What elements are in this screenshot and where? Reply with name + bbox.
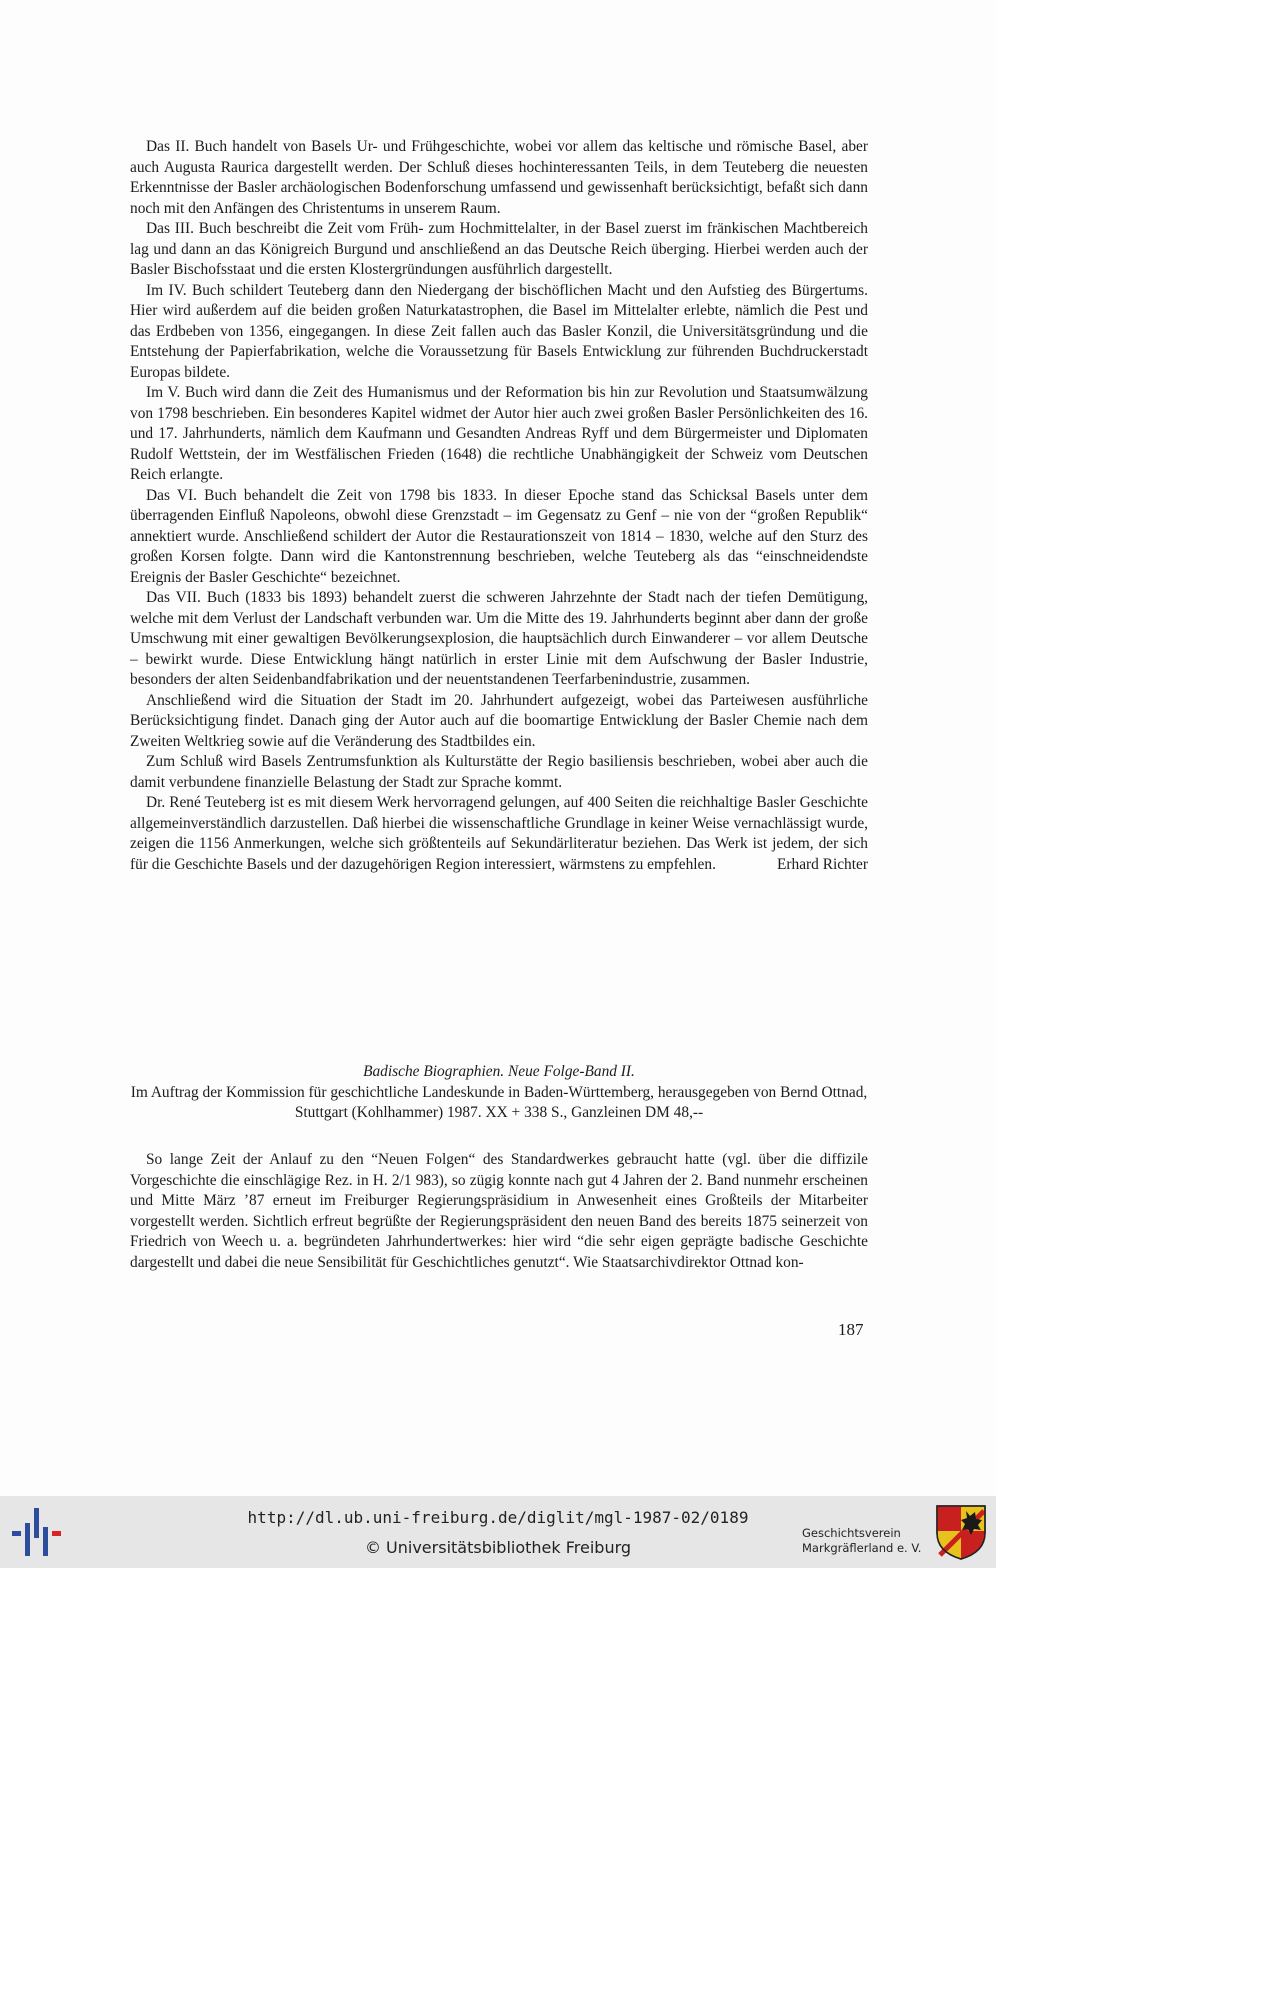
paragraph: Zum Schluß wird Basels Zentrumsfunktion als Kulturstätte der Regio basiliensis beschrieben, wobei aber auch die damit verbundene finanzielle Belastung der Stadt zur Sprache kommt.: [130, 753, 868, 791]
paragraph: Das III. Buch beschreibt die Zeit vom Früh- zum Hochmittelalter, in der Basel zuerst im fränkischen Machtbereich lag und dann an das Königreich Burgund und anschließend an das Deutsche Reich überging. Hierbei werden auch der Basler Bischofsstaat und die ersten Klostergründungen ausführlich dargestellt.: [130, 220, 868, 278]
paragraph: Im IV. Buch schildert Teuteberg dann den Niedergang der bischöflichen Macht und den Aufstieg des Bürgertums. Hier wird außerdem auf die beiden großen Naturkatastrophen, die Basel im Mittelalter erlebte, nämlich die Pest und das Erdbeben von 1356, eingegangen. In diese Zeit fallen auch das Basler Konzil, die Universitätsgründung und die Entstehung der Papierfabrikation, welche die Voraussetzung für Basels Entwicklung zur führenden Buchdruckerstadt Europas bildete.: [130, 281, 868, 381]
book-bibliography: Im Auftrag der Kommission für geschichtliche Landeskunde in Baden-Württemberg, herausgegeben von Bernd Ottnad, Stuttgart (Kohlhammer) 1987. XX + 338 S., Ganzleinen DM 48,--: [130, 1083, 868, 1121]
copyright-notice: © Universitätsbibliothek Freiburg: [364, 1538, 632, 1557]
society-name-line1: Geschichtsverein: [802, 1526, 901, 1540]
book-title: Badische Biographien. Neue Folge-Band II.: [363, 1063, 635, 1080]
paragraph: Anschließend wird die Situation der Stadt im 20. Jahrhundert aufgezeigt, wobei das Parteiwesen ausführliche Berücksichtigung findet. Danach ging der Autor auch auf die boomartige Entwicklung der Basler Chemie nach dem Zweiten Weltkrieg sowie auf die Veränderung des Stadtbildes ein.: [130, 691, 868, 750]
paragraph: Das VII. Buch (1833 bis 1893) behandelt zuerst die schweren Jahrzehnte der Stadt nach der tiefen Demütigung, welche mit dem Verlust der Landschaft verbunden war. Um die Mitte des 19. Jahrhunderts beginnt aber dann der große Umschwung mit einer gewaltigen Bevölkerungsexplosion, die hauptsächlich durch Einwanderer – vor allem Deutsche – bewirkt wurde. Diese Entwicklung hängt natürlich in erster Linie mit dem Aufschwung der Basler Industrie, besonders der alten Seidenbandfabrikation und der neuentstandenen Teerfarbenindustrie, zusammen.: [130, 589, 868, 688]
society-name: [802, 1526, 934, 1556]
page-number: 187: [838, 1320, 864, 1339]
permalink[interactable]: http://dl.ub.uni-freiburg.de/diglit/mgl-1987-02/0189: [247, 1508, 749, 1527]
viewer-footer: [0, 1496, 996, 1568]
society-name-line2: Markgräflerland e. V.: [802, 1541, 922, 1555]
review-badische-biographien: [130, 1150, 868, 1273]
paragraph: Im V. Buch wird dann die Zeit des Humanismus und der Reformation bis hin zur Revolution und Staatsumwälzung von 1798 beschrieben. Ein besonderes Kapitel widmet der Autor hier auch zwei großen Basler Persönlichkeiten des 16. und 17. Jahrhunderts, nämlich dem Kaufmann und Gesandten Andreas Ryff und dem Bürgermeister und Diplomaten Rudolf Wettstein, der im Westfälischen Frieden (1648) die rechtliche Unabhängigkeit der Schweiz vom Deutschen Reich erlangte.: [130, 384, 868, 483]
paragraph-final-text: Dr. René Teuteberg ist es mit diesem Werk hervorragend gelungen, auf 400 Seiten die reichhaltige Basler Geschichte allgemeinverständlich darzustellen. Daß hierbei die wissenschaftliche Grundlage in keiner Weise vernachlässigt wurde, zeigen die 1156 Anmerkungen, welche sich größtenteils auf Sekundärliteratur beziehen. Das Werk ist jedem, der sich für die Geschichte Basels und der dazugehörigen Region interessiert, wärmstens zu empfehlen.: [130, 794, 868, 873]
reviewer-signature: Erhard Richter: [776, 855, 868, 873]
paragraph: So lange Zeit der Anlauf zu den “Neuen Folgen“ des Standardwerkes gebraucht hatte (vgl. über die diffizile Vorgeschichte die einschlägige Rez. in H. 2/1 983), so zügig konnte nach gut 4 Jahren der 2. Band nunmehr erscheinen und Mitte März ’87 erneut im Freiburger Regierungspräsidium in Anwesenheit eines Großteils der Mitarbeiter vorgestellt werden. Sichtlich erfreut begrüßte der Regierungspräsident den neuen Band des bereits 1875 seinerzeit von Friedrich von Weech u. a. begründeten Jahrhundertwerkes: hier wird “die sehr eigen geprägte badische Geschichte dargestellt und dabei die neue Sensibilität für Geschichtliches genutzt“. Wie Staatsarchivdirektor Ottnad kon-: [130, 1151, 868, 1271]
paragraph: Das II. Buch handelt von Basels Ur- und Frühgeschichte, wobei vor allem das keltische und römische Basel, aber auch Augusta Raurica dargestellt werden. Der Schluß dieses hochinteressanten Teils, in dem Teuteberg die neuesten Erkenntnisse der Basler archäologischen Bodenforschung umfassend und gewissenhaft berücksichtigt, befaßt sich dann noch mit den Anfängen des Christentums in unserem Raum.: [130, 138, 868, 217]
coat-of-arms-icon: [934, 1503, 988, 1561]
review-erhard-richter: [130, 137, 868, 875]
paragraph: Das VI. Buch behandelt die Zeit von 1798 bis 1833. In dieser Epoche stand das Schicksal Basels unter dem überragenden Einfluß Napoleons, obwohl diese Grenzstadt – im Gegensatz zu Genf – nie von der “großen Republik“ annektiert wurde. Anschließend schildert der Autor die Restaurationszeit von 1814 – 1830, welche auf den Sturz des großen Korsen folgte. Dann wird die Kantonstrennung beschrieben, welche Teuteberg als das “einschneidendste Ereignis der Basler Geschichte“ bezeichnet.: [130, 486, 868, 586]
review-heading: [110, 1062, 888, 1124]
paragraph-final: [130, 793, 868, 875]
